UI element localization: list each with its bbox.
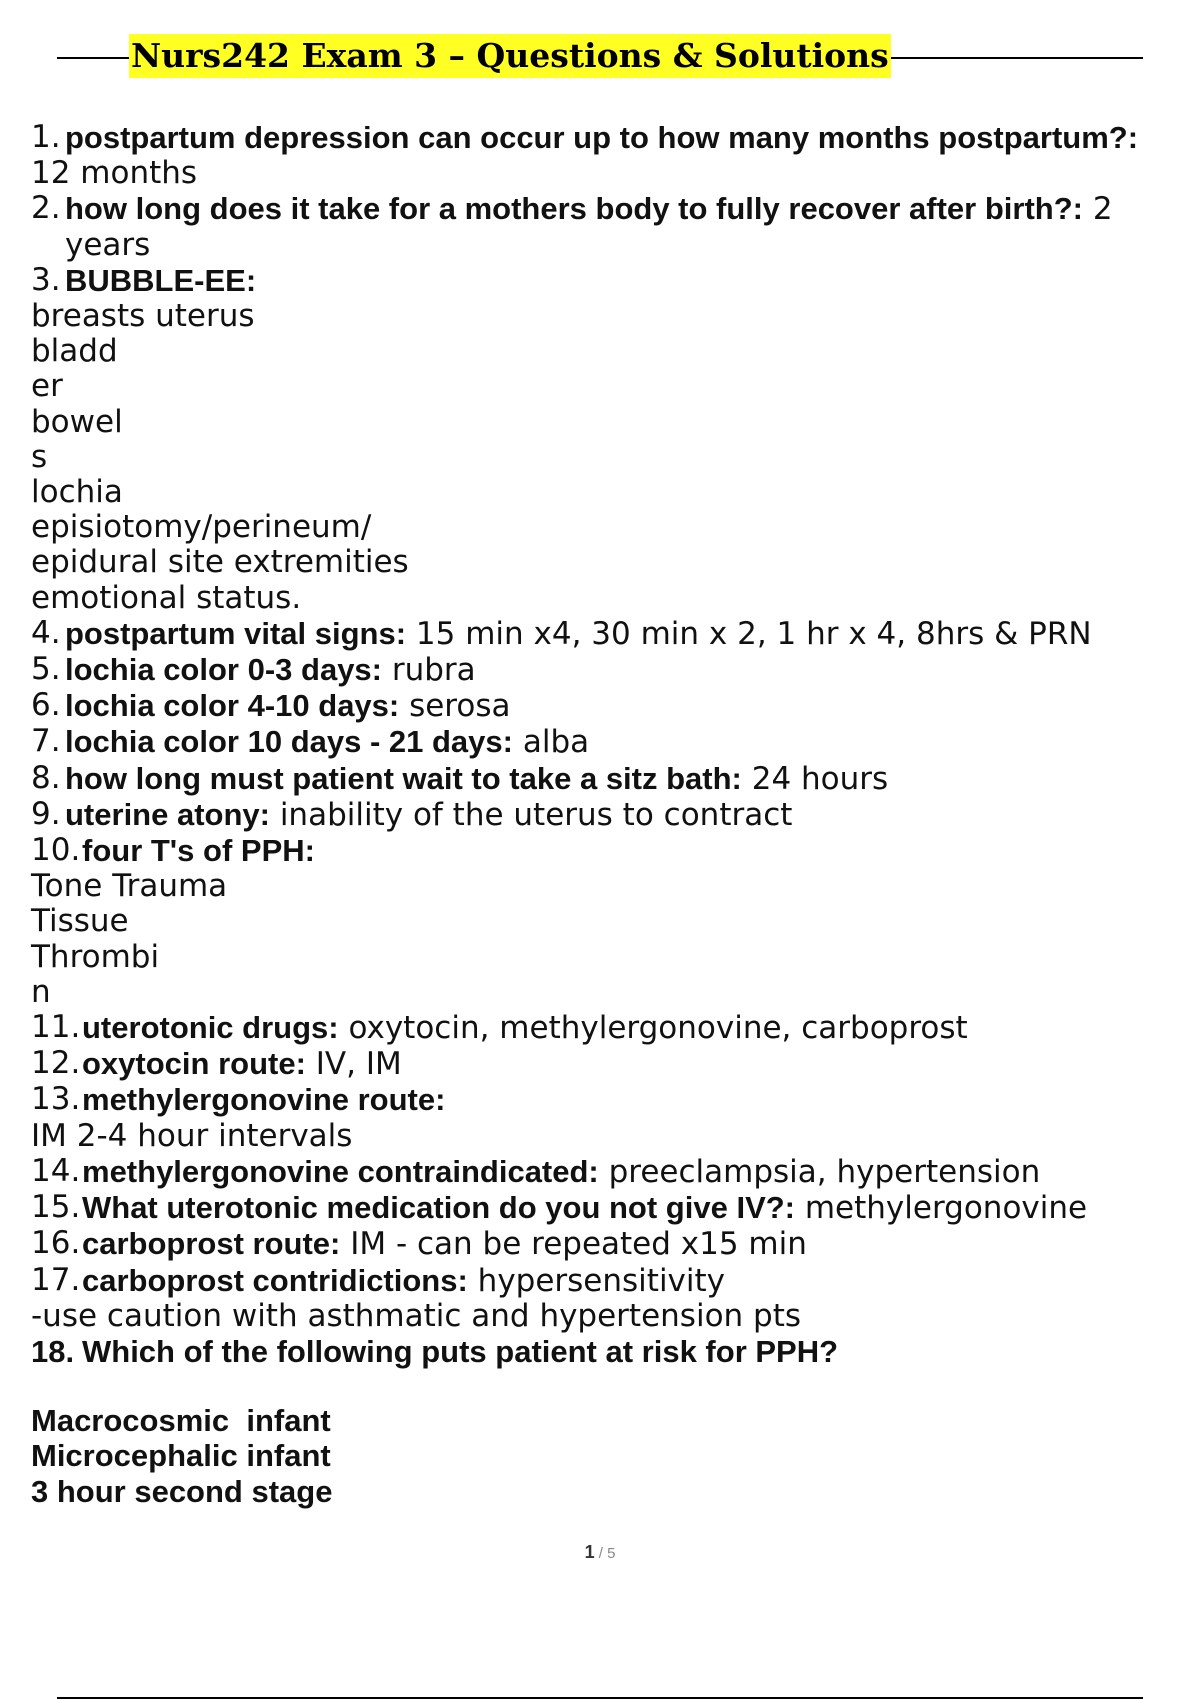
question-number: 4. [31, 614, 61, 651]
answer-line: bowel [31, 403, 123, 440]
page-number [0, 1542, 1200, 1563]
question-number: 8. [31, 759, 61, 796]
answer-text: oxytocin, methylergonovine, carboprost [338, 1010, 968, 1047]
answer-line: -use caution with asthmatic and hypertension pts [31, 1297, 802, 1334]
question-number: 5. [31, 651, 61, 688]
question-text: lochia color 4-10 days: [65, 688, 400, 724]
qa-item [31, 1190, 1181, 1226]
answer-text: IM - can be repeated x15 min [340, 1226, 807, 1263]
question-text: carboprost contridictions: [82, 1262, 468, 1298]
answer-line: 12 months [31, 155, 198, 192]
qa-item [31, 724, 1181, 760]
question-text: lochia color 0-3 days: [65, 652, 382, 688]
question-text: Which of the following puts patient at risk for PPH? [82, 1333, 839, 1369]
answer-line: Tissue [31, 903, 129, 940]
option: Microcephalic infant [31, 1438, 331, 1474]
question-number: 11. [31, 1009, 81, 1046]
question-number: 3. [31, 261, 61, 298]
answer-line: episiotomy/perineum/ [31, 509, 372, 546]
answer-text: methylergonovine [795, 1190, 1088, 1227]
qa-item [31, 688, 1181, 724]
question-number: 9. [31, 795, 61, 832]
footer-rule [57, 1697, 1143, 1699]
qa-item [31, 1226, 1181, 1262]
answer-line: s [31, 438, 48, 475]
question-number: 14. [31, 1152, 81, 1189]
question-number: 2. [31, 190, 61, 227]
option: 3 hour second stage [31, 1473, 333, 1509]
question-number: 15. [31, 1189, 81, 1226]
question-number: 10. [31, 832, 81, 869]
answer-line: lochia [31, 474, 123, 511]
question-text: postpartum depression can occur up to how many months postpartum?: [65, 120, 1139, 155]
question-text: lochia color 10 days - 21 days: [65, 724, 513, 760]
answer-text: alba [512, 724, 590, 761]
question-text: four T's of PPH: [82, 833, 315, 869]
qa-item [31, 797, 1181, 833]
qa-item [31, 1082, 1181, 1118]
question-number: 1. [31, 119, 61, 155]
answer-line: breasts uterus [31, 298, 255, 335]
qa-list [31, 120, 1181, 1509]
qa-item [31, 833, 1181, 869]
answer-line: IM 2-4 hour intervals [31, 1117, 353, 1154]
document-title: Nurs242 Exam 3 – Questions & Solutions [129, 34, 891, 78]
qa-item [31, 191, 1181, 262]
qa-item [31, 120, 1181, 156]
answer-line: emotional status. [31, 579, 302, 616]
answer-line: bladd [31, 333, 118, 370]
question-text: methylergonovine route: [82, 1082, 446, 1118]
total-pages: 5 [607, 1545, 616, 1562]
qa-item [31, 1046, 1181, 1082]
question-number: 6. [31, 687, 61, 724]
question-number: 16. [31, 1225, 81, 1262]
question-text: uterotonic drugs: [82, 1010, 339, 1046]
question-text: how long must patient wait to take a sitz bath: [65, 760, 742, 796]
answer-text: preeclampsia, hypertension [598, 1153, 1041, 1190]
question-number: 12. [31, 1045, 81, 1082]
qa-item [31, 263, 1181, 299]
question-text: What uterotonic medication do you not give IV?: [82, 1190, 795, 1226]
answer-options [31, 1403, 1181, 1509]
question-number: 18. [31, 1333, 75, 1369]
answer-text: hypersensitivity [467, 1262, 726, 1299]
answer-text: IV, IM [305, 1046, 402, 1083]
question-text: carboprost route: [82, 1226, 341, 1262]
answer-text: 2 years [65, 191, 1113, 263]
document-header [57, 32, 1143, 82]
question-text: uterine atony: [65, 796, 270, 832]
option: Macrocosmic infant [31, 1403, 331, 1439]
question-number: 13. [31, 1081, 81, 1118]
answer-line: epidural site extremities [31, 544, 409, 581]
question-text: methylergonovine contraindicated: [82, 1153, 599, 1189]
answer-text: 24 hours [741, 760, 889, 797]
qa-item [31, 1010, 1181, 1046]
answer-line: Tone Trauma [31, 868, 228, 905]
qa-item [31, 652, 1181, 688]
answer-text: 15 min x4, 30 min x 2, 1 hr x 4, 8hrs & PRN [406, 615, 1092, 652]
answer-text: serosa [399, 688, 511, 725]
question-18 [31, 1334, 1181, 1369]
qa-item [31, 761, 1181, 797]
question-text: oxytocin route: [82, 1046, 306, 1082]
question-text: BUBBLE-EE: [65, 262, 257, 298]
qa-item [31, 1263, 1181, 1299]
qa-item [31, 1154, 1181, 1190]
question-number: 17. [31, 1261, 81, 1298]
qa-item [31, 616, 1181, 652]
current-page: 1 [584, 1542, 595, 1562]
answer-text: rubra [382, 652, 476, 689]
question-number: 7. [31, 723, 61, 760]
answer-line: er [31, 368, 63, 405]
answer-line: Thrombi [31, 938, 160, 975]
answer-line: n [31, 973, 51, 1010]
page-separator: / [594, 1545, 608, 1562]
question-text: postpartum vital signs: [65, 615, 407, 651]
question-text: how long does it take for a mothers body to fully recover after birth?: [65, 191, 1083, 227]
answer-text: inability of the uterus to contract [269, 796, 793, 833]
